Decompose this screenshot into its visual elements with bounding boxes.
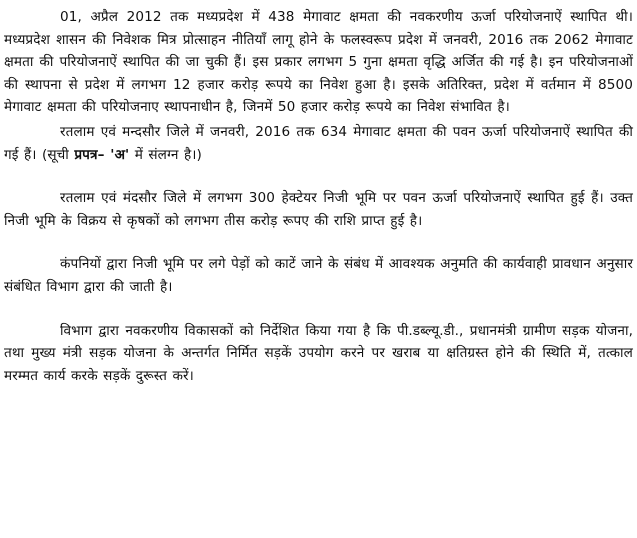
paragraph-wind-projects-text: रतलाम एवं मन्दसौर जिले में जनवरी, 2016 तक 634 मेगावाट क्षमता की पवन ऊर्जा परियोजनाऐं स्थापित की गई हैं। (सूची [4, 123, 633, 163]
annexure-reference: प्रपत्र– 'अ' [74, 146, 130, 163]
paragraph-road-repair: विभाग द्वारा नवकरणीय विकासकों को निर्देशित किया गया है कि पी.डब्ल्यू.डी., प्रधानमंत्री ग्रामीण सड़क योजना, तथा मुख्य मंत्री सड़क योजना के अन्तर्गत निर्मित सड़कें उपयोग करने पर खराब या क्षतिग्रस्त होने की स्थिति में, तत्काल मरम्मत कार्य करके सड़कें दुरूस्त करें। [4, 322, 633, 384]
paragraph-wind-projects-tail: में संलग्न है।) [129, 146, 202, 163]
paragraph-tree-cutting: कंपनियों द्वारा निजी भूमि पर लगे पेड़ों को काटें जाने के संबंध में आवश्यक अनुमति की कार्यवाही प्रावधान अनुसार संबंधित विभाग द्वारा की जाती है। [4, 256, 633, 295]
paragraph-wind-projects [4, 121, 633, 166]
paragraph-renewable-capacity: 01, अप्रैल 2012 तक मध्यप्रदेश में 438 मेगावाट क्षमता की नवकरणीय ऊर्जा परियोजनाऐं स्थापित थी। मध्यप्रदेश शासन की निवेशक मित्र प्रोत्साहन नीतियाँ लागू होने के फलस्वरूप प्रदेश में जनवरी, 2016 तक 2062 मेगावाट क्षमता की परियोजनाऐं स्थापित की जा चुकी हैं। इस प्रकार लगभग 5 गुना क्षमता वृद्धि अर्जित की गई है। इन परियोजनाओं की स्थापना से प्रदेश में लगभग 12 हजार करोड़ रूपये का निवेश हुआ है। इसके अतिरिक्त, प्रदेश में वर्तमान में 8500 मेगावाट क्षमता की परियोजनाए स्थापनाधीन है, जिनमें 50 हजार करोड़ रूपये का निवेश संभावित है। [4, 9, 633, 116]
paragraph-private-land: रतलाम एवं मंदसौर जिले में लगभग 300 हेक्टेयर निजी भूमि पर पवन ऊर्जा परियोजनाऐं स्थापित हुई हैं। उक्त निजी भूमि के विक्रय से कृषकों को लगभग तीस करोड़ रूपए की राशि प्राप्त हुई है। [4, 190, 633, 229]
